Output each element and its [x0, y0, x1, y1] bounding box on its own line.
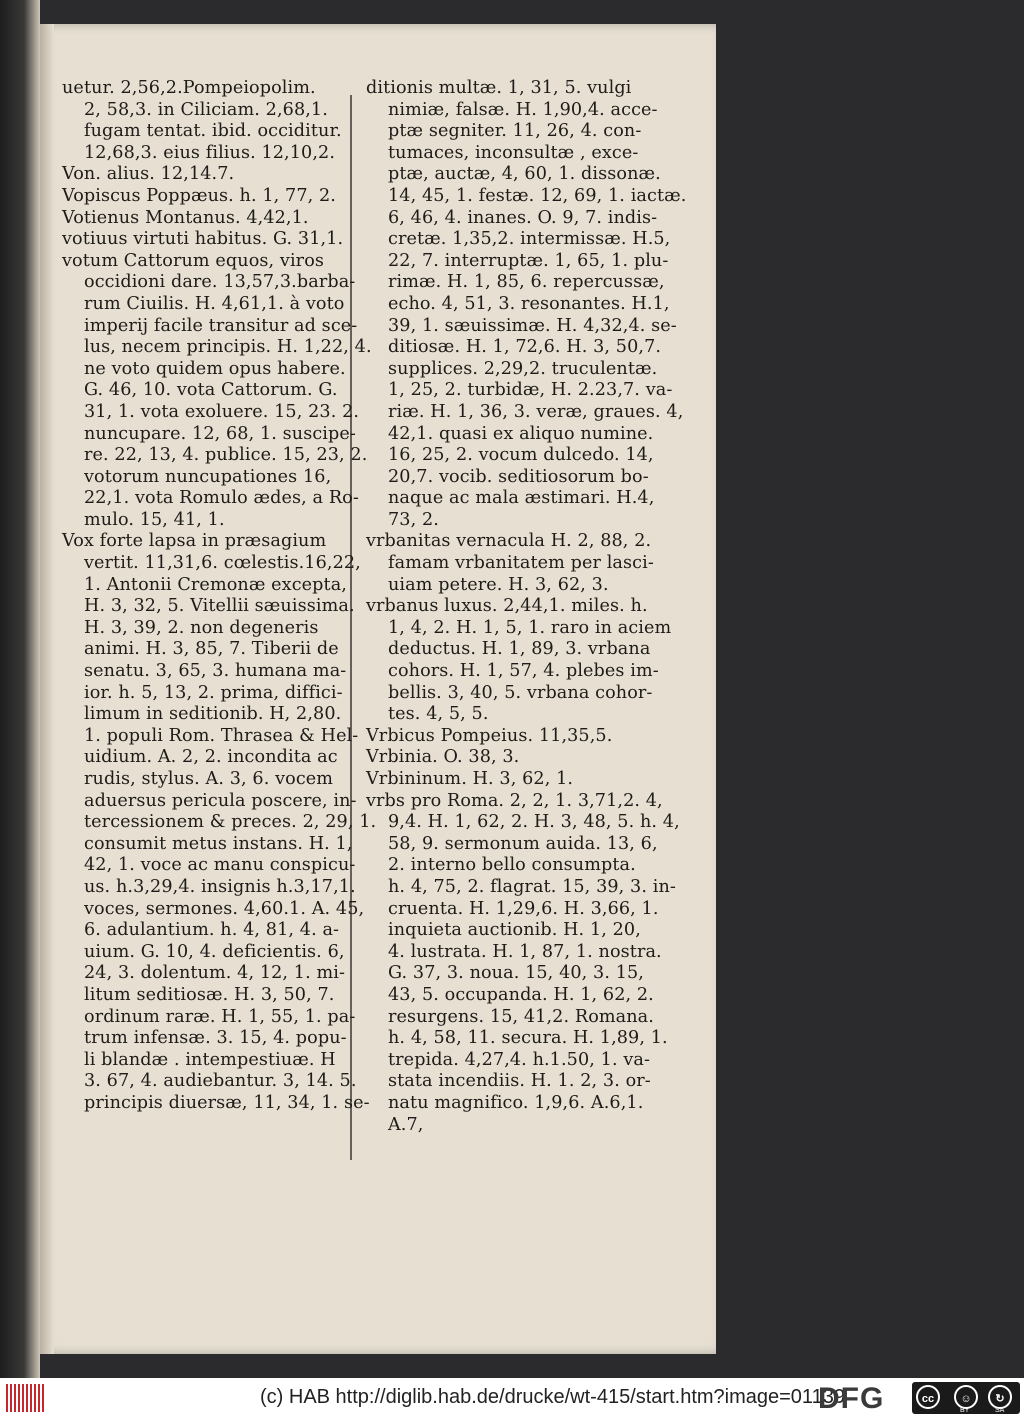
- index-line: Vox forte lapsa in præsagium: [62, 531, 327, 552]
- index-line: 2, 58,3. in Ciliciam. 2,68,1.: [84, 99, 328, 120]
- index-line: 58, 9. sermonum auida. 13, 6,: [388, 833, 658, 854]
- index-line: fugam tentat. ibid. occiditur.: [84, 121, 342, 142]
- index-line: tumaces, inconsultæ , exce-: [388, 142, 639, 163]
- index-line: animi. H. 3, 85, 7. Tiberii de: [84, 639, 339, 660]
- index-line: rudis, stylus. A. 3, 6. vocem: [84, 769, 334, 789]
- index-line: vrbs pro Roma. 2, 2, 1. 3,71,2. 4,: [366, 790, 663, 811]
- cc-by-label: BY: [960, 1407, 970, 1414]
- page-shadow-edge: [40, 24, 54, 1354]
- index-line: echo. 4, 51, 3. resonantes. H.1,: [388, 293, 670, 314]
- index-line: A.7,: [388, 1114, 424, 1135]
- index-line: h. 4, 75, 2. flagrat. 15, 39, 3. in-: [388, 876, 676, 897]
- index-line: cretæ. 1,35,2. intermissæ. H.5,: [388, 229, 671, 250]
- index-line: lus, necem principis. H. 1,22, 4.: [84, 337, 372, 358]
- hab-logo-icon: [6, 1384, 46, 1412]
- footer-bar: [0, 1378, 1024, 1418]
- index-line: Vrbininum. H. 3, 62, 1.: [366, 769, 574, 789]
- index-line: 1, 4, 2. H. 1, 5, 1. raro in aciem: [388, 617, 672, 638]
- index-line: voces, sermones. 4,60.1. A. 45,: [84, 898, 365, 919]
- index-line: li blandæ . intempestiuæ. H: [84, 1049, 336, 1070]
- index-line: rum Ciuilis. H. 4,61,1. à voto: [84, 293, 345, 314]
- index-line: 24, 3. dolentum. 4, 12, 1. mi-: [84, 963, 346, 984]
- index-line: Votienus Montanus. 4,42,1.: [62, 207, 309, 228]
- index-column-right: [366, 78, 687, 1136]
- index-column-left: [62, 78, 377, 1115]
- index-line: 31, 1. vota exoluere. 15, 23. 2.: [84, 401, 360, 422]
- index-line: vrbanitas vernacula H. 2, 88, 2.: [366, 531, 652, 552]
- index-line: 22, 7. interruptæ. 1, 65, 1. plu-: [388, 250, 669, 271]
- index-line: limum in seditionib. H, 2,80.: [84, 704, 342, 725]
- index-line: nuncupare. 12, 68, 1. suscipe-: [84, 423, 356, 444]
- index-line: uium. G. 10, 4. deficientis. 6,: [84, 941, 345, 962]
- index-line: 2. interno bello consumpta.: [388, 855, 636, 876]
- index-line: 12,68,3. eius filius. 12,10,2.: [84, 142, 336, 163]
- index-line: 6. adulantium. h. 4, 81, 4. a-: [84, 920, 340, 941]
- index-line: tes. 4, 5, 5.: [388, 704, 489, 725]
- index-line: ptæ, auctæ, 4, 60, 1. dissonæ.: [388, 164, 661, 185]
- cc-license-badge[interactable]: [912, 1382, 1020, 1414]
- index-line: 4. lustrata. H. 1, 87, 1. nostra.: [388, 941, 662, 962]
- cc-sa-icon: ↻: [988, 1385, 1012, 1409]
- index-line: Vopiscus Poppæus. h. 1, 77, 2.: [62, 185, 336, 206]
- index-line: rimæ. H. 1, 85, 6. repercussæ,: [388, 272, 665, 293]
- index-line: vrbanus luxus. 2,44,1. miles. h.: [366, 596, 648, 617]
- book-gutter: [0, 0, 40, 1378]
- index-line: cohors. H. 1, 57, 4. plebes im-: [388, 661, 659, 682]
- index-line: naque ac mala æstimari. H.4,: [388, 488, 655, 509]
- index-line: uiam petere. H. 3, 62, 3.: [388, 574, 609, 595]
- index-line: ordinum raræ. H. 1, 55, 1. pa-: [84, 1006, 356, 1027]
- index-line: cruenta. H. 1,29,6. H. 3,66, 1.: [388, 898, 659, 919]
- index-line: resurgens. 15, 41,2. Romana.: [388, 1006, 654, 1027]
- index-line: vertit. 11,31,6. cœlestis.16,22,: [84, 553, 361, 574]
- index-line: H. 3, 39, 2. non degeneris: [84, 617, 319, 638]
- index-line: 14, 45, 1. festæ. 12, 69, 1. iactæ.: [388, 185, 687, 206]
- index-line: ne voto quidem opus habere.: [84, 358, 346, 379]
- index-line: trum infensæ. 3. 15, 4. popu-: [84, 1028, 347, 1049]
- index-line: 6, 46, 4. inanes. O. 9, 7. indis-: [388, 207, 658, 228]
- index-line: principis diuersæ, 11, 34, 1. se-: [84, 1092, 370, 1113]
- index-line: 3. 67, 4. audiebantur. 3, 14. 5.: [84, 1071, 357, 1092]
- index-line: stata incendiis. H. 1. 2, 3. or-: [388, 1071, 651, 1092]
- index-line: h. 4, 58, 11. secura. H. 1,89, 1.: [388, 1028, 668, 1049]
- index-line: occidioni dare. 13,57,3.barba-: [84, 272, 356, 293]
- index-line: 1, 25, 2. turbidæ, H. 2.23,7. va-: [388, 380, 673, 401]
- cc-sa-label: SA: [995, 1407, 1005, 1414]
- index-line: 9,4. H. 1, 62, 2. H. 3, 48, 5. h. 4,: [388, 812, 680, 833]
- index-line: bellis. 3, 40, 5. vrbana cohor-: [388, 682, 653, 703]
- index-line: re. 22, 13, 4. publice. 15, 23, 2.: [84, 445, 368, 466]
- index-line: 22,1. vota Romulo ædes, a Ro-: [84, 488, 359, 509]
- index-line: nimiæ, falsæ. H. 1,90,4. acce-: [388, 99, 658, 120]
- index-line: inquieta auctionib. H. 1, 20,: [388, 920, 641, 941]
- index-line: 42, 1. voce ac manu conspicu-: [84, 855, 356, 876]
- index-line: riæ. H. 1, 36, 3. veræ, graues. 4,: [388, 401, 684, 422]
- index-line: consumit metus instans. H. 1,: [84, 833, 353, 854]
- index-line: tercessionem & preces. 2, 29, 1.: [84, 812, 377, 833]
- copyright-link[interactable]: (c) HAB http://diglib.hab.de/drucke/wt-415/start.htm?image=01139: [260, 1386, 845, 1408]
- index-line: deductus. H. 1, 89, 3. vrbana: [388, 639, 651, 660]
- index-line: uetur. 2,56,2.Pompeiopolim.: [62, 78, 316, 98]
- cc-icon: cc: [916, 1385, 940, 1409]
- cc-by-icon: ☺: [954, 1385, 978, 1409]
- index-line: ptæ segniter. 11, 26, 4. con-: [388, 121, 642, 142]
- index-line: Vrbinia. O. 38, 3.: [366, 747, 520, 768]
- index-line: votum Cattorum equos, viros: [62, 250, 325, 271]
- index-line: Von. alius. 12,14.7.: [62, 164, 235, 185]
- index-line: senatu. 3, 65, 3. humana ma-: [84, 661, 347, 682]
- index-line: ditionis multæ. 1, 31, 5. vulgi: [366, 78, 632, 98]
- index-line: ior. h. 5, 13, 2. prima, diffici-: [84, 682, 343, 703]
- index-line: 73, 2.: [388, 509, 439, 530]
- dfg-logo: DFG: [818, 1382, 885, 1415]
- index-line: G. 46, 10. vota Cattorum. G.: [84, 380, 338, 401]
- index-line: 42,1. quasi ex aliquo numine.: [388, 423, 654, 444]
- index-line: trepida. 4,27,4. h.1.50, 1. va-: [388, 1049, 650, 1070]
- index-line: G. 37, 3. noua. 15, 40, 3. 15,: [388, 963, 644, 984]
- index-line: 1. Antonii Cremonæ excepta,: [84, 574, 347, 595]
- index-line: votorum nuncupationes 16,: [84, 466, 332, 487]
- index-line: 43, 5. occupanda. H. 1, 62, 2.: [388, 984, 654, 1005]
- index-line: 1. populi Rom. Thrasea & Hel-: [84, 725, 359, 746]
- index-line: 20,7. vocib. seditiosorum bo-: [388, 466, 649, 487]
- index-line: H. 3, 32, 5. Vitellii sæuissima.: [84, 596, 355, 617]
- index-line: litum seditiosæ. H. 3, 50, 7.: [84, 984, 335, 1005]
- index-line: famam vrbanitatem per lasci-: [388, 553, 654, 574]
- index-line: votiuus virtuti habitus. G. 31,1.: [62, 229, 344, 250]
- index-line: 16, 25, 2. vocum dulcedo. 14,: [388, 445, 654, 466]
- index-line: 39, 1. sæuissimæ. H. 4,32,4. se-: [388, 315, 677, 336]
- index-line: aduersus pericula poscere, in-: [84, 790, 357, 811]
- index-line: natu magnifico. 1,9,6. A.6,1.: [388, 1092, 644, 1113]
- index-line: imperij facile transitur ad sce-: [84, 315, 358, 336]
- index-line: supplices. 2,29,2. truculentæ.: [388, 358, 658, 379]
- index-line: Vrbicus Pompeius. 11,35,5.: [366, 725, 613, 746]
- index-line: ditiosæ. H. 1, 72,6. H. 3, 50,7.: [388, 337, 662, 358]
- index-line: uidium. A. 2, 2. incondita ac: [84, 747, 338, 768]
- index-line: us. h.3,29,4. insignis h.3,17,1.: [84, 876, 356, 897]
- index-line: mulo. 15, 41, 1.: [84, 509, 225, 530]
